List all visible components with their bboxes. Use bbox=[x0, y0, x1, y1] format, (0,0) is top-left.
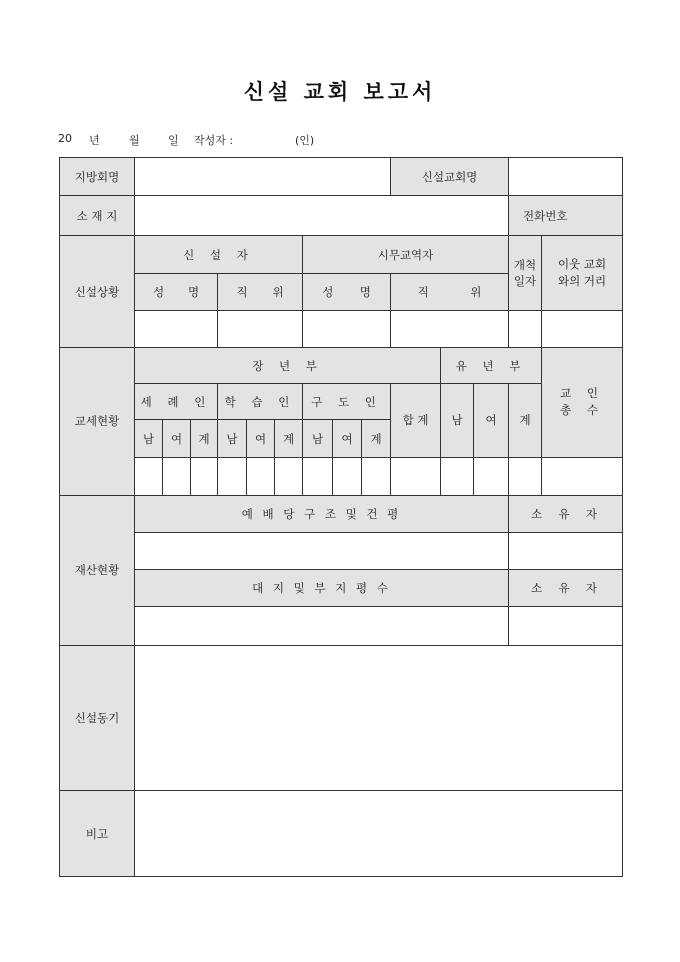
property-label: 재산현황 bbox=[60, 495, 135, 645]
total-members-header bbox=[542, 348, 623, 458]
land-owner-field[interactable] bbox=[509, 607, 623, 645]
report-form-table bbox=[59, 157, 623, 877]
youth-female-header: 여 bbox=[474, 384, 509, 457]
members-field[interactable] bbox=[218, 457, 247, 495]
pastor-name-header: 성 명 bbox=[303, 273, 391, 310]
nearby-distance-line2: 와의 거리 bbox=[557, 274, 607, 289]
author-label: 작성자 : bbox=[194, 134, 234, 147]
members-field[interactable] bbox=[135, 457, 163, 495]
members-field[interactable] bbox=[391, 457, 441, 495]
land-owner-header: 소 유 자 bbox=[509, 570, 623, 607]
start-date-field[interactable] bbox=[509, 310, 542, 347]
members-field[interactable] bbox=[247, 457, 275, 495]
founder-position-field[interactable] bbox=[218, 310, 303, 347]
pastor-header: 시무교역자 bbox=[303, 236, 509, 273]
seekers-header: 구 도 인 bbox=[303, 384, 391, 420]
baptized-subtotal-header: 계 bbox=[191, 420, 218, 457]
chapel-owner-header: 소 유 자 bbox=[509, 495, 623, 532]
start-date-header: 개척일자 bbox=[509, 236, 542, 310]
location-label: 소 재 지 bbox=[60, 196, 135, 236]
founder-name-header: 성 명 bbox=[135, 273, 218, 310]
youth-header: 유 년 부 bbox=[441, 348, 542, 384]
new-church-name-field[interactable] bbox=[509, 158, 623, 196]
members-field[interactable] bbox=[542, 457, 623, 495]
seal-label: (인) bbox=[295, 134, 315, 147]
pastor-position-field[interactable] bbox=[391, 310, 509, 347]
total-members-line1: 교 인 bbox=[560, 386, 604, 401]
learners-female-header: 여 bbox=[247, 420, 275, 457]
chapel-field[interactable] bbox=[135, 533, 509, 570]
land-field[interactable] bbox=[135, 607, 509, 645]
founder-name-field[interactable] bbox=[135, 310, 218, 347]
adults-header: 장 년 부 bbox=[135, 348, 441, 384]
founder-header: 신 설 자 bbox=[135, 236, 303, 273]
members-field[interactable] bbox=[362, 457, 391, 495]
land-header: 대 지 및 부 지 평 수 bbox=[135, 570, 509, 607]
district-field[interactable] bbox=[135, 158, 391, 196]
youth-subtotal-header: 계 bbox=[509, 384, 542, 457]
members-field[interactable] bbox=[163, 457, 191, 495]
baptized-female-header: 여 bbox=[163, 420, 191, 457]
month-label: 월 bbox=[129, 134, 140, 147]
remarks-field[interactable] bbox=[135, 791, 623, 877]
learners-header: 학 습 인 bbox=[218, 384, 303, 420]
pastor-name-field[interactable] bbox=[303, 310, 391, 347]
members-field[interactable] bbox=[509, 457, 542, 495]
total-members-line2: 총 수 bbox=[560, 403, 604, 418]
nearby-distance-field[interactable] bbox=[542, 310, 623, 347]
members-field[interactable] bbox=[275, 457, 303, 495]
seekers-female-header: 여 bbox=[333, 420, 362, 457]
founder-position-header: 직 위 bbox=[218, 273, 303, 310]
baptized-male-header: 남 bbox=[135, 420, 163, 457]
year-prefix: 20 bbox=[58, 132, 72, 145]
seekers-subtotal-header: 계 bbox=[362, 420, 391, 457]
remarks-label: 비고 bbox=[60, 791, 135, 877]
status-label: 신설상황 bbox=[60, 236, 135, 348]
day-label: 일 bbox=[168, 134, 179, 147]
year-label: 년 bbox=[89, 134, 100, 147]
phone-label: 전화번호 bbox=[509, 196, 623, 236]
nearby-distance-line1: 이웃 교회 bbox=[557, 257, 607, 272]
members-field[interactable] bbox=[333, 457, 362, 495]
new-church-name-label: 신설교회명 bbox=[391, 158, 509, 196]
members-field[interactable] bbox=[303, 457, 333, 495]
learners-male-header: 남 bbox=[218, 420, 247, 457]
motive-label: 신설동기 bbox=[60, 645, 135, 791]
learners-subtotal-header: 계 bbox=[275, 420, 303, 457]
page-title: 신설 교회 보고서 bbox=[243, 79, 437, 104]
baptized-header: 세 례 인 bbox=[135, 384, 218, 420]
pastor-position-header: 직 위 bbox=[391, 273, 509, 310]
motive-field[interactable] bbox=[135, 645, 623, 791]
location-field[interactable] bbox=[135, 196, 509, 236]
members-field[interactable] bbox=[191, 457, 218, 495]
youth-male-header: 남 bbox=[441, 384, 474, 457]
seekers-male-header: 남 bbox=[303, 420, 333, 457]
members-label: 교세현황 bbox=[60, 348, 135, 496]
chapel-owner-field[interactable] bbox=[509, 533, 623, 570]
chapel-header: 예 배 당 구 조 및 건 평 bbox=[135, 495, 509, 532]
members-field[interactable] bbox=[441, 457, 474, 495]
sum-header: 합 계 bbox=[391, 384, 441, 457]
nearby-distance-header bbox=[542, 236, 623, 310]
district-label: 지방회명 bbox=[60, 158, 135, 196]
members-field[interactable] bbox=[474, 457, 509, 495]
